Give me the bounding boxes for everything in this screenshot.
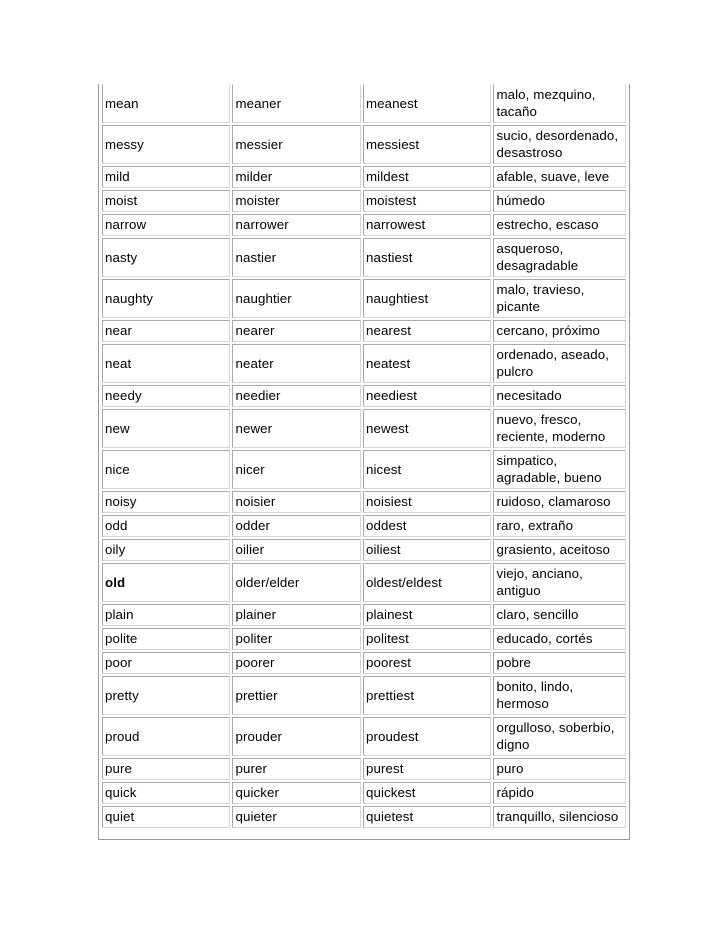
table-row — [102, 652, 626, 674]
comparative-cell: nearer — [232, 320, 360, 342]
table-row — [102, 125, 626, 164]
comparative-cell: poorer — [232, 652, 360, 674]
table-row — [102, 758, 626, 780]
comparative-cell: quicker — [232, 782, 360, 804]
comparative-cell: plainer — [232, 604, 360, 626]
table-row — [102, 491, 626, 513]
spanish-translation-cell: necesitado — [493, 385, 626, 407]
adjective-cell: neat — [102, 344, 230, 383]
superlative-cell: quietest — [363, 806, 491, 828]
superlative-cell: meanest — [363, 84, 491, 123]
superlative-cell: neatest — [363, 344, 491, 383]
comparative-cell: oilier — [232, 539, 360, 561]
adjective-cell: new — [102, 409, 230, 448]
comparative-cell: politer — [232, 628, 360, 650]
spanish-translation-cell: cercano, próximo — [493, 320, 626, 342]
table-row — [102, 84, 626, 123]
table-row — [102, 717, 626, 756]
comparative-cell: noisier — [232, 491, 360, 513]
adjective-cell: nasty — [102, 238, 230, 277]
adjective-table — [100, 82, 628, 830]
spanish-translation-cell: claro, sencillo — [493, 604, 626, 626]
table-row — [102, 806, 626, 828]
spanish-translation-cell: ordenado, aseado, pulcro — [493, 344, 626, 383]
superlative-cell: naughtiest — [363, 279, 491, 318]
table-row — [102, 409, 626, 448]
superlative-cell: quickest — [363, 782, 491, 804]
comparative-cell: messier — [232, 125, 360, 164]
spanish-translation-cell: tranquillo, silencioso — [493, 806, 626, 828]
adjective-cell: messy — [102, 125, 230, 164]
superlative-cell: nearest — [363, 320, 491, 342]
comparative-cell: milder — [232, 166, 360, 188]
spanish-translation-cell: estrecho, escaso — [493, 214, 626, 236]
table-row — [102, 563, 626, 602]
spanish-translation-cell: húmedo — [493, 190, 626, 212]
comparative-cell: quieter — [232, 806, 360, 828]
spanish-translation-cell: orgulloso, soberbio, digno — [493, 717, 626, 756]
superlative-cell: prettiest — [363, 676, 491, 715]
superlative-cell: plainest — [363, 604, 491, 626]
comparative-cell: neater — [232, 344, 360, 383]
spanish-translation-cell: educado, cortés — [493, 628, 626, 650]
superlative-cell: nastiest — [363, 238, 491, 277]
comparative-cell: narrower — [232, 214, 360, 236]
adjective-cell: oily — [102, 539, 230, 561]
table-row — [102, 214, 626, 236]
superlative-cell: oddest — [363, 515, 491, 537]
table-row — [102, 344, 626, 383]
spanish-translation-cell: malo, travieso, picante — [493, 279, 626, 318]
comparative-cell: purer — [232, 758, 360, 780]
spanish-translation-cell: simpatico, agradable, bueno — [493, 450, 626, 489]
comparative-cell: moister — [232, 190, 360, 212]
comparative-cell: older/elder — [232, 563, 360, 602]
superlative-cell: newest — [363, 409, 491, 448]
spanish-translation-cell: nuevo, fresco, reciente, moderno — [493, 409, 626, 448]
spanish-translation-cell: viejo, anciano, antiguo — [493, 563, 626, 602]
table-row — [102, 279, 626, 318]
table-row — [102, 166, 626, 188]
superlative-cell: proudest — [363, 717, 491, 756]
table-row — [102, 238, 626, 277]
adjective-cell: needy — [102, 385, 230, 407]
spanish-translation-cell: puro — [493, 758, 626, 780]
adjective-cell: noisy — [102, 491, 230, 513]
spanish-translation-cell: rápido — [493, 782, 626, 804]
superlative-cell: narrowest — [363, 214, 491, 236]
superlative-cell: nicest — [363, 450, 491, 489]
spanish-translation-cell: grasiento, aceitoso — [493, 539, 626, 561]
comparative-cell: odder — [232, 515, 360, 537]
table-row — [102, 450, 626, 489]
adjective-cell: narrow — [102, 214, 230, 236]
comparative-cell: nastier — [232, 238, 360, 277]
adjective-cell: mild — [102, 166, 230, 188]
superlative-cell: poorest — [363, 652, 491, 674]
adjective-table-body — [102, 84, 626, 828]
comparative-cell: nicer — [232, 450, 360, 489]
adjective-cell: mean — [102, 84, 230, 123]
spanish-translation-cell: pobre — [493, 652, 626, 674]
comparative-cell: prouder — [232, 717, 360, 756]
spanish-translation-cell: sucio, desordenado, desastroso — [493, 125, 626, 164]
table-row — [102, 320, 626, 342]
adjective-cell: moist — [102, 190, 230, 212]
adjective-cell: naughty — [102, 279, 230, 318]
table-row — [102, 539, 626, 561]
table-row — [102, 385, 626, 407]
comparative-cell: prettier — [232, 676, 360, 715]
adjective-cell: near — [102, 320, 230, 342]
table-row — [102, 628, 626, 650]
comparative-cell: needier — [232, 385, 360, 407]
superlative-cell: messiest — [363, 125, 491, 164]
adjective-cell: polite — [102, 628, 230, 650]
adjective-cell: nice — [102, 450, 230, 489]
spanish-translation-cell: malo, mezquino, tacaño — [493, 84, 626, 123]
spanish-translation-cell: bonito, lindo, hermoso — [493, 676, 626, 715]
table-row — [102, 782, 626, 804]
table-row — [102, 604, 626, 626]
superlative-cell: noisiest — [363, 491, 491, 513]
adjective-cell: quiet — [102, 806, 230, 828]
superlative-cell: purest — [363, 758, 491, 780]
spanish-translation-cell: raro, extraño — [493, 515, 626, 537]
adjective-cell: plain — [102, 604, 230, 626]
adjective-cell: quick — [102, 782, 230, 804]
superlative-cell: oiliest — [363, 539, 491, 561]
adjective-cell: proud — [102, 717, 230, 756]
spanish-translation-cell: afable, suave, leve — [493, 166, 626, 188]
table-row — [102, 515, 626, 537]
comparative-cell: newer — [232, 409, 360, 448]
comparative-cell: naughtier — [232, 279, 360, 318]
superlative-cell: mildest — [363, 166, 491, 188]
spanish-translation-cell: ruidoso, clamaroso — [493, 491, 626, 513]
superlative-cell: oldest/eldest — [363, 563, 491, 602]
superlative-cell: neediest — [363, 385, 491, 407]
adjective-cell: pretty — [102, 676, 230, 715]
adjective-cell: poor — [102, 652, 230, 674]
superlative-cell: moistest — [363, 190, 491, 212]
table-row — [102, 190, 626, 212]
comparative-cell: meaner — [232, 84, 360, 123]
adjective-cell: pure — [102, 758, 230, 780]
spanish-translation-cell: asqueroso, desagradable — [493, 238, 626, 277]
table-row — [102, 676, 626, 715]
adjective-cell: odd — [102, 515, 230, 537]
superlative-cell: politest — [363, 628, 491, 650]
adjective-cell: old — [102, 563, 230, 602]
